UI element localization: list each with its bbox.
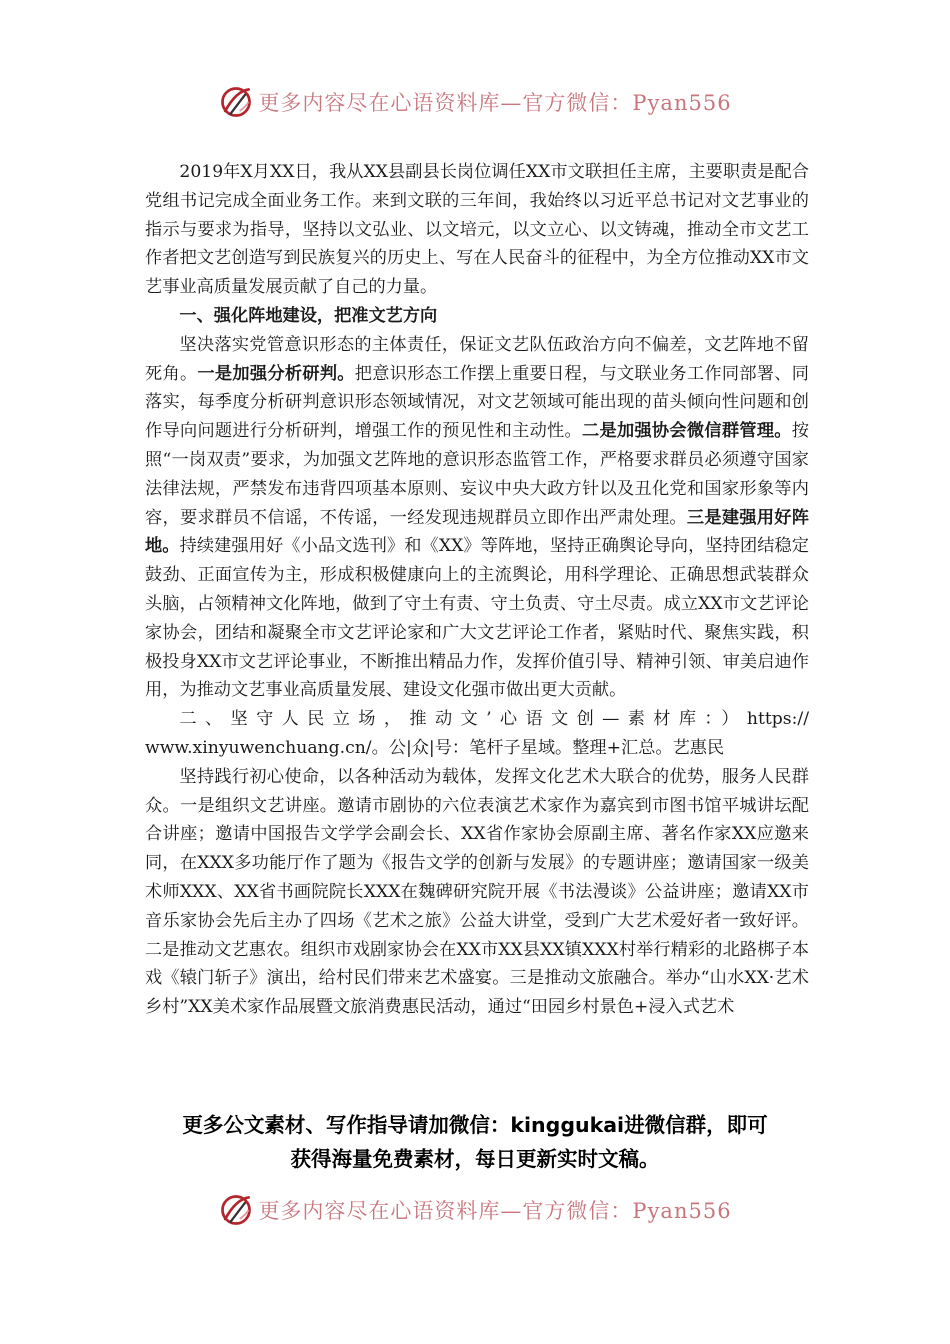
section-1-text-4: 持续建强用好《小品文选刊》和《XX》等阵地，坚持正确舆论导向，坚持团结稳定鼓劲、正面宣传为主，形成积极健康向上的主流舆论，用科学理论、正确思想武装群众头脑，占领精神文化阵地，做到了守土有责、守土负责、守土尽责。成立XX市文艺评论家协会，团结和凝聚全市文艺评论家和广大文艺评论工作者，紧贴时代、聚焦实践，积极投身XX市文艺评论事业，不断推出精品力作，发挥价值引导、精神引领、审美启迪作用，为推动文艺事业高质量发展、建设文化强市做出更大贡献。 <box>145 536 809 701</box>
promo-line-1: 更多公文素材、写作指导请加微信：kinggukai进微信群，即可 <box>182 1113 768 1137</box>
section-2-paragraph: 坚持践行初心使命，以各种活动为载体，发挥文化艺术大联合的优势，服务人民群众。一是组织文艺讲座。邀请市剧协的六位表演艺术家作为嘉宾到市图书馆平城讲坛配合讲座；邀请中国报告文学学会副会长、XX省作家协会原副主席、著名作家XX应邀来同，在XXX多功能厅作了题为《报告文学的创新与发展》的专题讲座；邀请国家一级美术师XXX、XX省书画院院长XXX在魏碑研究院开展《书法漫谈》公益讲座；邀请XX市音乐家协会先后主办了四场《艺术之旅》公益大讲堂，受到广大艺术爱好者一致好评。二是推动文艺惠农。组织市戏剧家协会在XX市XX县XX镇XXX村举行精彩的北路梆子本戏《辕门斩子》演出，给村民们带来艺术盛宴。三是推动文旅融合。举办“山水XX·艺术乡村”XX美术家作品展暨文旅消费惠民活动，通过“田园乡村景色+浸入式艺术 <box>145 766 809 1018</box>
logo-icon <box>218 1192 254 1228</box>
section-1-bold-3: 三是建强用好阵地。 <box>145 507 809 557</box>
banner-group <box>218 84 731 120</box>
banner-text: 更多内容尽在心语资料库—官方微信：Pyan556 <box>258 1199 732 1223</box>
section-1-text-3: 按照“一岗双责”要求，为加强文艺阵地的意识形态监管工作，严格要求群员必须遵守国家法律法规，严禁发布违背四项基本原则、妄议中央大政方针以及丑化党和国家形象等内容，要求群员不信谣，不传谣，一经发现违规群员立即作出严肃处理。 <box>145 421 809 528</box>
section-1-bold-2: 二是加强协会微信群管理。 <box>582 421 792 442</box>
banner-group-bottom <box>218 1192 731 1228</box>
promo-line-2: 获得海量免费素材，每日更新实时文稿。 <box>290 1147 660 1171</box>
section-1-text-1: 坚决落实党管意识形态的主体责任，保证文艺队伍政治方向不偏差，文艺阵地不留死角。 <box>145 334 809 384</box>
section-1-bold-1: 一是加强分析研判。 <box>197 363 355 384</box>
logo-icon <box>218 84 254 120</box>
document-body <box>145 158 809 1022</box>
header-banner <box>0 82 950 122</box>
section-heading-2-line-1: 二、坚守人民立场，推动文’心语文创—素材库：）https:// <box>179 709 809 730</box>
footer-banner <box>0 1190 950 1230</box>
section-1-text-2: 把意识形态工作摆上重要日程，与文联业务工作同部署、同落实，每季度分析研判意识形态领域情况，对文艺领域可能出现的苗头倾向性问题和创作导向问题进行分析研判，增强工作的预见性和主动性。 <box>145 363 809 442</box>
intro-paragraph: 2019年X月XX日，我从XX县副县长岗位调任XX市文联担任主席，主要职责是配合党组书记完成全面业务工作。来到文联的三年间，我始终以习近平总书记对文艺事业的指示与要求为指导，坚持以文弘业、以文培元，以文立心、以文铸魂，推动全市文艺工作者把文艺创造写到民族复兴的历史上、写在人民奋斗的征程中，为全方位推动XX市文艺事业高质量发展贡献了自己的力量。 <box>145 162 809 298</box>
banner-text: 更多内容尽在心语资料库—官方微信：Pyan556 <box>258 91 732 115</box>
section-1-paragraph <box>145 331 809 705</box>
section-heading-2-line-2: www.xinyuwenchuang.cn/。公|众|号：笔杆子星域。整理+汇总。艺惠民 <box>145 737 725 758</box>
section-heading-1: 一、强化阵地建设，把准文艺方向 <box>179 305 438 326</box>
promo-note <box>100 1108 850 1176</box>
